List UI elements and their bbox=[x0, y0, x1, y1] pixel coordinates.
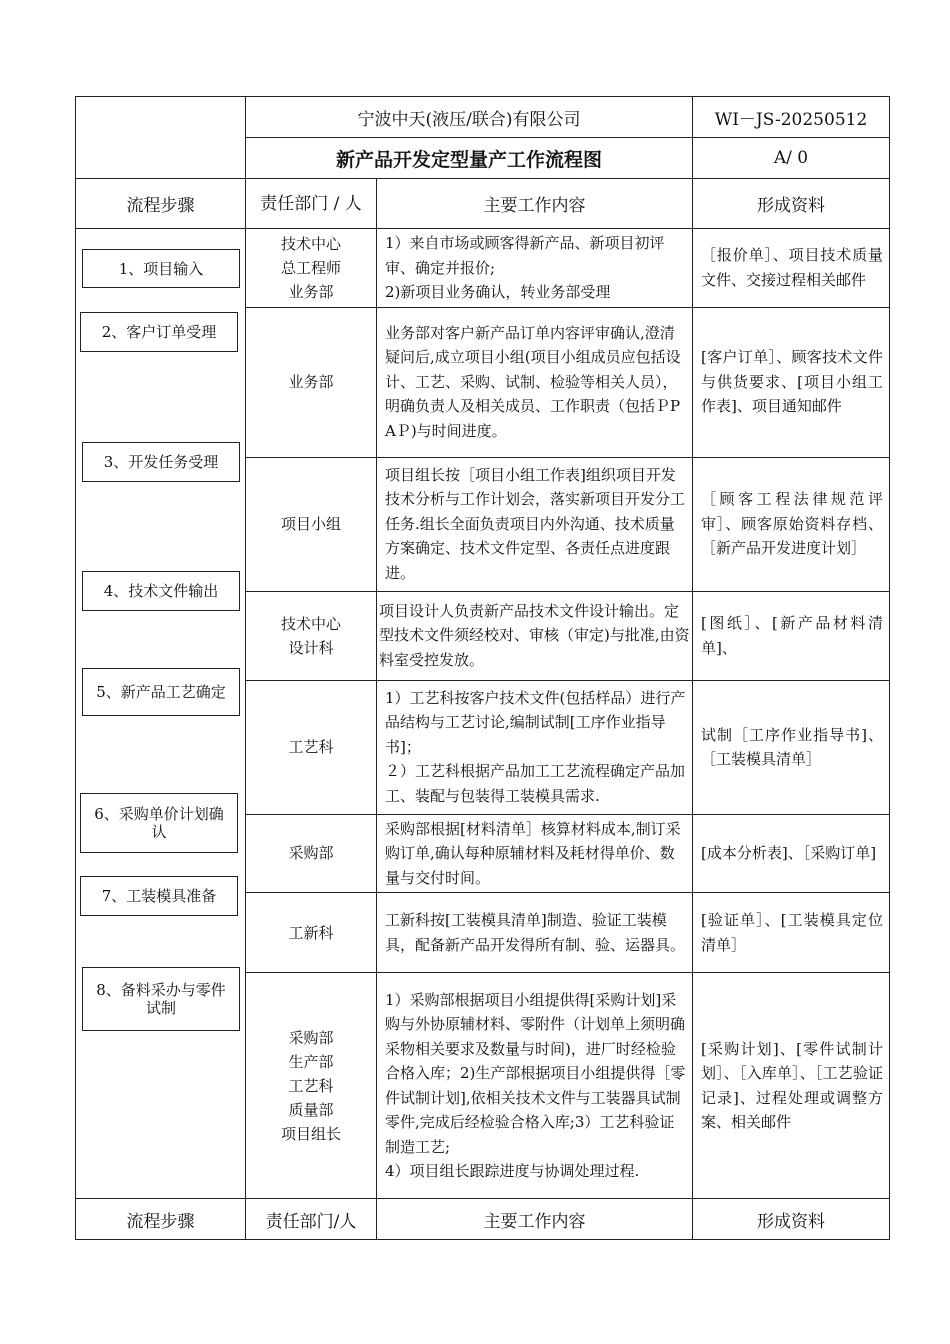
docs-cell: [客户订单］、顾客技术文件与供货要求、[项目小组工作表]、项目通知邮件 bbox=[693, 307, 890, 457]
content-cell bbox=[377, 893, 693, 973]
step-box-8: 8、备料采办与零件试制 bbox=[82, 967, 240, 1031]
dept-cell bbox=[246, 893, 377, 973]
dept-cell bbox=[246, 229, 377, 308]
content-text: 1）来自市场或顾客得新产品、新项目初评审、确定并报价; bbox=[385, 234, 665, 277]
content-text: 工新科按[工装模具清单]制造、验证工装模具，配备新产品开发得所有制、验、运器具。 bbox=[385, 911, 686, 954]
dept-cell bbox=[246, 457, 377, 591]
dept-cell bbox=[246, 814, 377, 893]
content-text: 2)新项目业务确认，转业务部受理 bbox=[385, 283, 611, 301]
content-text: 4）项目组长跟踪进度与协调处理过程. bbox=[385, 1162, 640, 1180]
dept-name: 业务部 bbox=[288, 282, 334, 301]
content-text: 项目组长按［项目小组工作表]组织项目开发技术分析与工作计划会，落实新项目开发分工任务.组长全面负责项目内外沟通、技术质量方案确定、技术文件定型、各责任点进度跟进。 bbox=[385, 465, 686, 582]
header-blank-cell bbox=[76, 97, 246, 179]
step-box-4: 4、技术文件输出 bbox=[82, 571, 240, 611]
dept-name: 采购部 bbox=[288, 1028, 334, 1047]
company-name: 宁波中天(液压/联合)有限公司 bbox=[246, 97, 693, 138]
content-cell bbox=[377, 591, 693, 680]
dept-name: 生产部 bbox=[288, 1052, 334, 1071]
step-box-1: 1、项目输入 bbox=[82, 249, 240, 288]
step-box-6: 6、采购单价计划确认 bbox=[80, 793, 238, 853]
document-title: 新产品开发定型量产工作流程图 bbox=[246, 138, 693, 179]
step-box-7: 7、工装模具准备 bbox=[80, 876, 238, 916]
dept-name: 项目组长 bbox=[280, 1124, 341, 1143]
step-box-3: 3、开发任务受理 bbox=[82, 442, 240, 482]
workflow-table bbox=[75, 96, 890, 1240]
dept-name: 采购部 bbox=[288, 844, 334, 863]
footer-header-docs: 形成资料 bbox=[693, 1199, 890, 1240]
column-header-dept: 责任部门 / 人 bbox=[246, 179, 377, 229]
dept-name: 质量部 bbox=[288, 1100, 334, 1119]
dept-cell bbox=[246, 680, 377, 814]
docs-cell: 试制［工序作业指导书]、［工装模具清单］ bbox=[693, 680, 890, 814]
dept-name: 工艺科 bbox=[288, 1076, 334, 1095]
dept-name: 工艺科 bbox=[288, 738, 334, 756]
dept-name: 项目小组 bbox=[280, 515, 341, 533]
dept-name: 设计科 bbox=[288, 638, 334, 657]
content-text: 1）采购部根据项目小组提供得[采购计划]采购与外协原辅材料、零附件（计划单上须明确采物相关要求及数量与时间)，进厂时经检验合格入库；2)生产部根据项目小组提供得［零件试制计划],依相关技术文件与工装器具试制零件,完成后经检验合格入库;3）工艺科验证制造工艺; bbox=[385, 990, 686, 1156]
step-box-2: 2、客户订单受理 bbox=[80, 312, 238, 352]
revision-number: A/ 0 bbox=[693, 138, 890, 179]
table-row bbox=[76, 229, 890, 308]
dept-cell bbox=[246, 307, 377, 457]
content-cell bbox=[377, 814, 693, 893]
step-box-5: 5、新产品工艺确定 bbox=[82, 668, 240, 716]
docs-cell: ［顾客工程法律规范评审］、顾客原始资料存档、［新产品开发进度计划］ bbox=[693, 457, 890, 591]
column-header-docs: 形成资料 bbox=[693, 179, 890, 229]
dept-name: 技术中心 bbox=[280, 234, 341, 253]
header-row-company bbox=[76, 97, 890, 138]
content-text: 项目设计人负责新产品技术文件设计输出。定型技术文件须经校对、审核（审定)与批准,由资料室受控发放。 bbox=[379, 601, 690, 669]
footer-column-header-row bbox=[76, 1199, 890, 1240]
column-header-step: 流程步骤 bbox=[76, 179, 246, 229]
footer-header-step: 流程步骤 bbox=[76, 1199, 246, 1240]
content-text: 采购部根据[材料清单］核算材料成本,制订采购订单,确认每种原辅材料及耗材得单价、数量与交付时间。 bbox=[385, 819, 681, 887]
content-cell bbox=[377, 973, 693, 1199]
column-header-content: 主要工作内容 bbox=[377, 179, 693, 229]
footer-header-dept: 责任部门/人 bbox=[246, 1199, 377, 1240]
content-cell bbox=[377, 229, 693, 308]
dept-name: 技术中心 bbox=[280, 614, 341, 633]
content-text: 业务部对客户新产品订单内容评审确认,澄清疑问后,成立项目小组(项目小组成员应包括设计、工艺、采购、试制、检验等相关人员），明确负责人及相关成员、工作职责（包括ＰPAＰ)与时间进度。 bbox=[385, 323, 681, 440]
dept-cell bbox=[246, 591, 377, 680]
document-code: WI－JS-20250512 bbox=[693, 97, 890, 138]
content-text: 1）工艺科按客户技术文件(包括样品）进行产品结构与工艺讨论,编制试制[工序作业指导书]； bbox=[385, 688, 686, 756]
docs-cell: [图纸］、[新产品材料清单]、 bbox=[693, 591, 890, 680]
content-cell bbox=[377, 680, 693, 814]
content-cell bbox=[377, 307, 693, 457]
footer-header-content: 主要工作内容 bbox=[377, 1199, 693, 1240]
content-text: ２）工艺科根据产品加工工艺流程确定产品加工、装配与包装得工装模具需求. bbox=[385, 762, 686, 805]
dept-name: 总工程师 bbox=[280, 258, 341, 277]
flow-steps-column bbox=[76, 229, 246, 1199]
dept-cell bbox=[246, 973, 377, 1199]
dept-name: 工新科 bbox=[288, 923, 334, 942]
docs-cell: [采购计划]、[零件试制计划］、［入库单］、［工艺验证记录]、过程处理或调整方案、相关邮件 bbox=[693, 973, 890, 1199]
docs-cell: [验证单］、[工装模具定位清单］ bbox=[693, 893, 890, 973]
docs-cell: ［报价单］、项目技术质量文件、交接过程相关邮件 bbox=[693, 229, 890, 308]
column-header-row bbox=[76, 179, 890, 229]
content-cell bbox=[377, 457, 693, 591]
dept-name: 业务部 bbox=[288, 373, 334, 391]
docs-cell: [成本分析表]、［采购订单] bbox=[693, 814, 890, 893]
